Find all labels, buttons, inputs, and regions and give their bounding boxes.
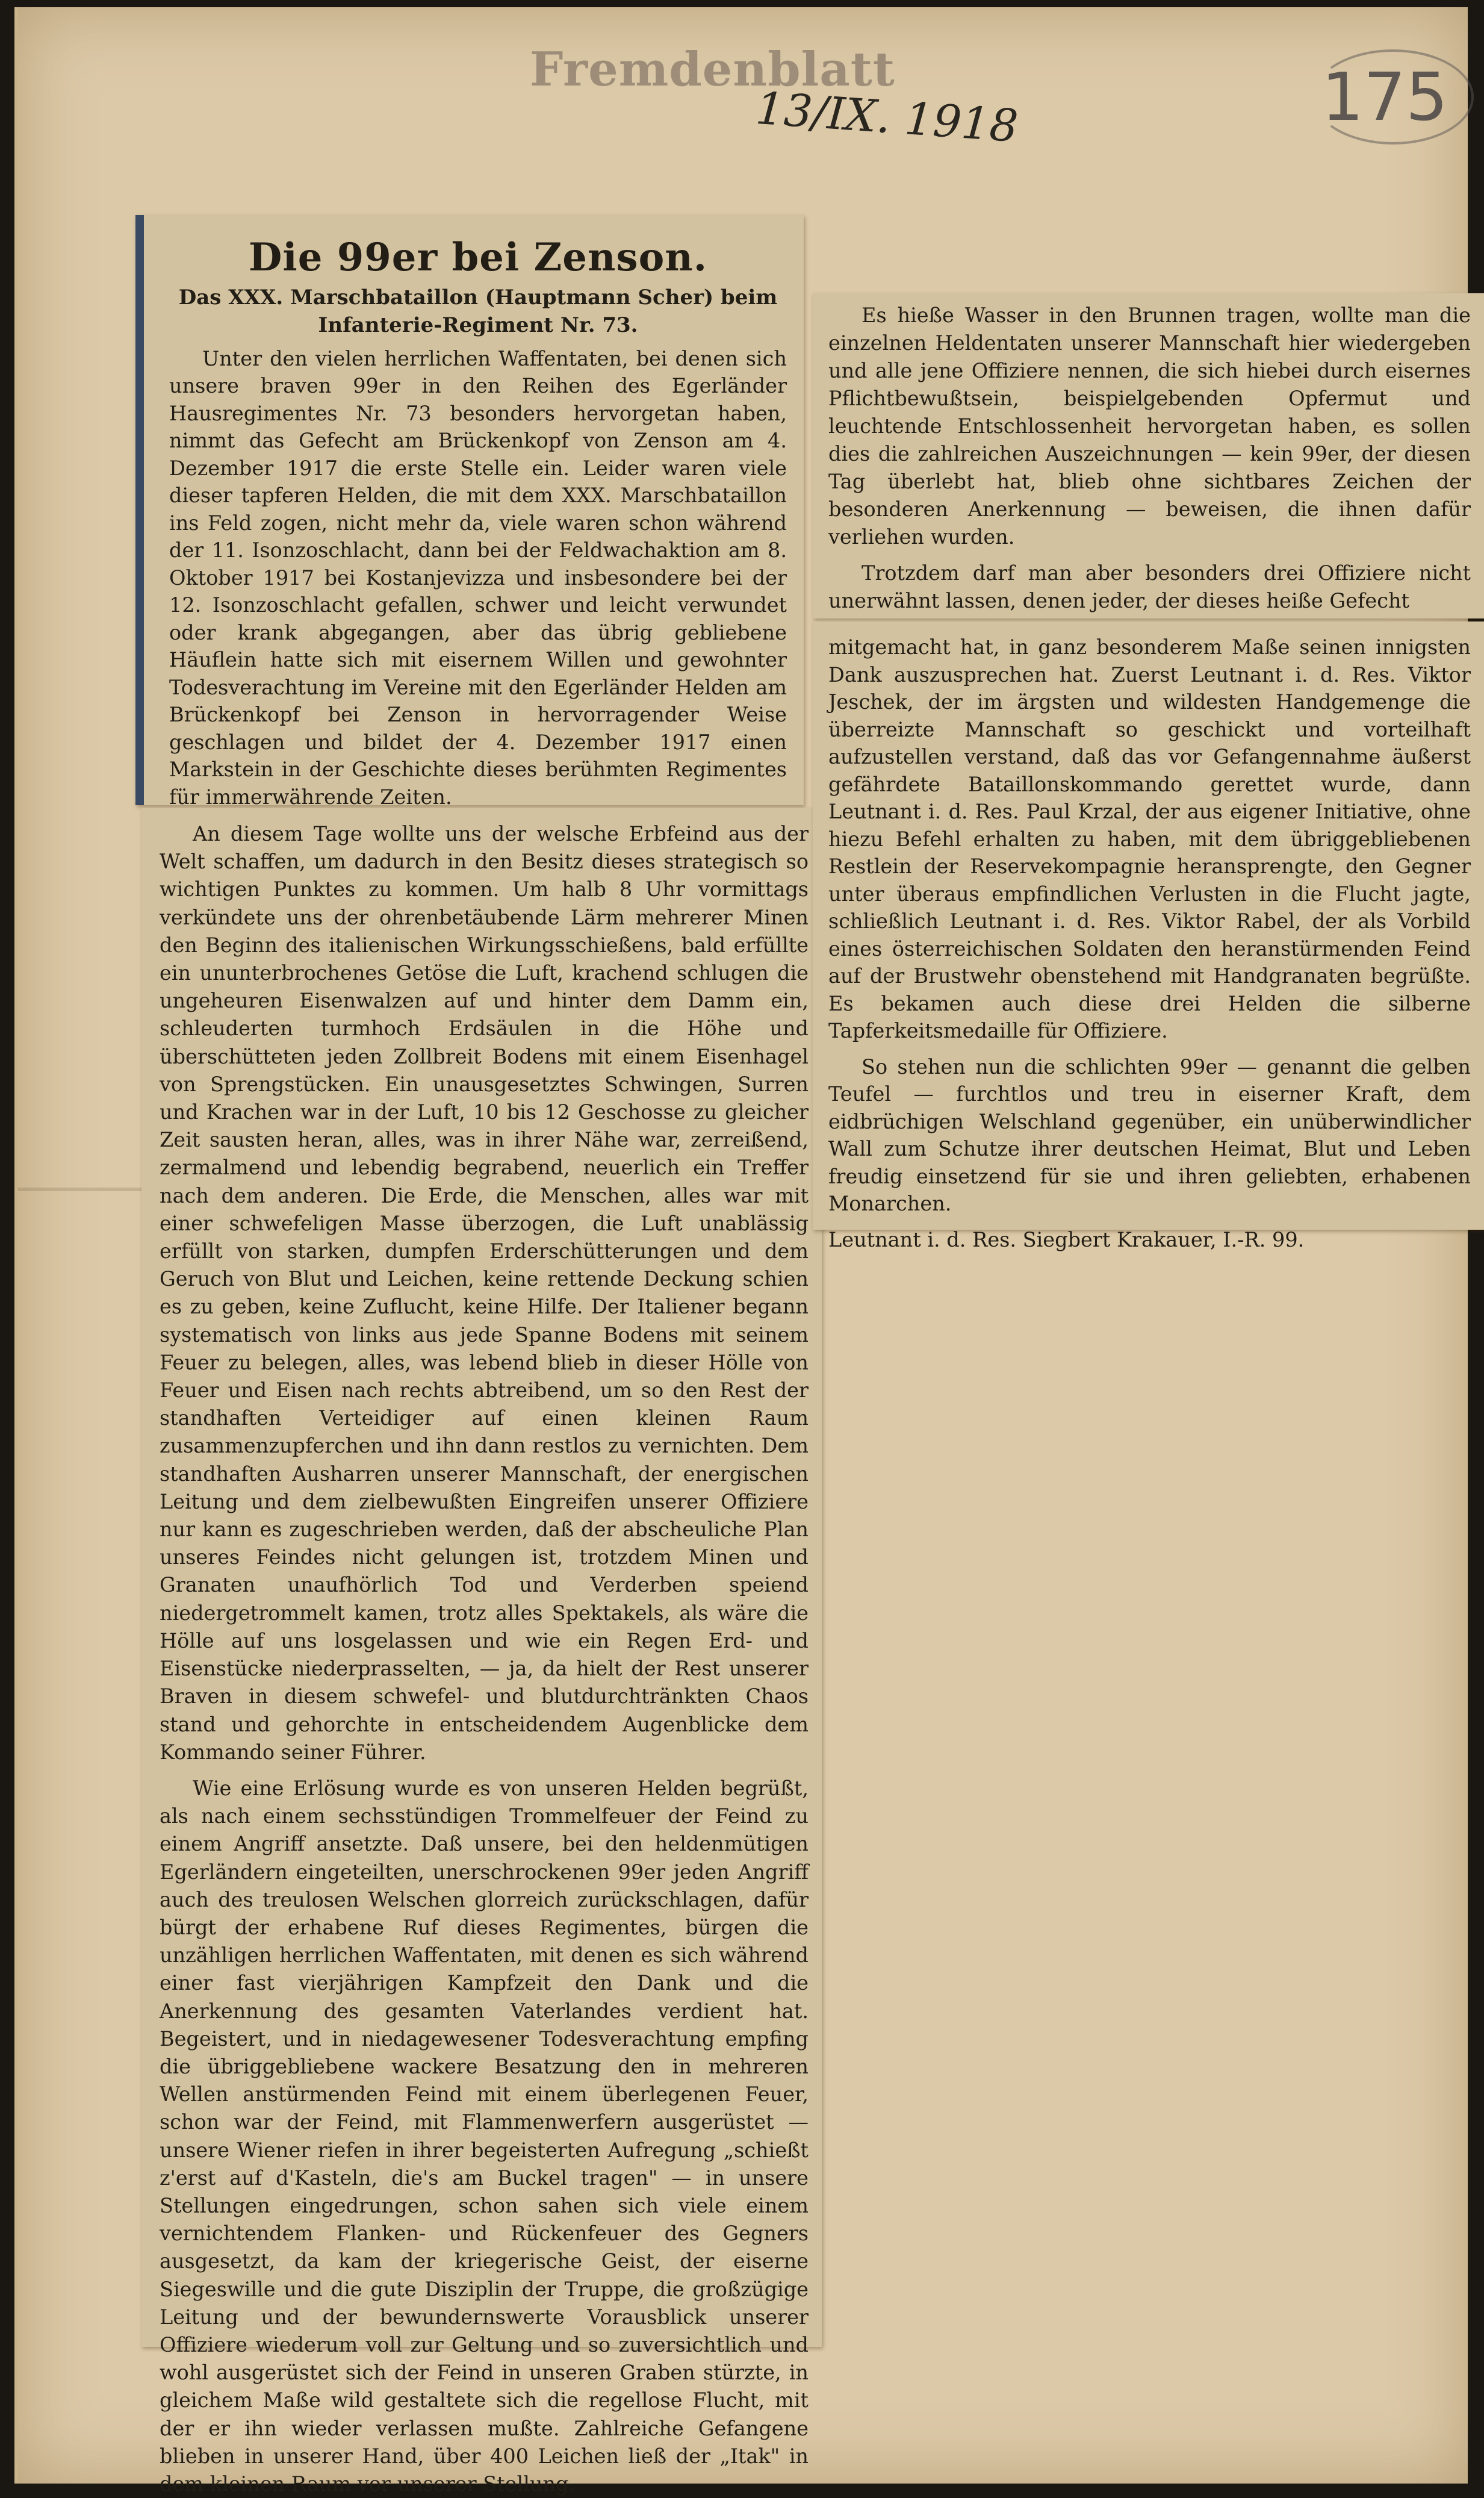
article-paragraph: Wie eine Erlösung wurde es von unseren Helden begrüßt, als nach einem sechsstündigen Trommelfeuer der Feind zu einem Angriff ansetzte. Daß unsere, bei den heldenmütigen Egerländern eingeteilten, unerschrockenen 99er jeden Angriff auch des treulosen Welschen glorreich zurückschlagen, dafür bürgt der erhabene Ruf dieses Regimentes, bürgen die unzähligen herrlichen Waffentaten, mit denen es sich während einer fast vierjährigen Kampfzeit den Dank und die Anerkennung des gesamten Vaterlandes verdient hat. Begeistert, und in niedagewesener Todesverachtung empfing die übriggebliebene wackere Besatzung den in mehreren Wellen anstürmenden Feind mit einem überlegenen Feuer, schon war der Feind, mit Flammenwerfern ausgerüstet — unsere Wiener riefen in ihrer begeisterten Aufregung „schießt z'erst auf d'Kasteln, die's am Buckel tragen" — in unsere Stellungen eingedrungen, schon sahen sich viele einem vernichtendem Flanken- und Rückenfeuer des Gegners ausgesetzt, da kam der kriegerische Geist, der eiserne Siegeswille und die gute Disziplin der Truppe, die großzügige Leitung und der bewundernswerte Vorausblick unserer Offiziere wiederum voll zur Geltung und so zuversichtlich und wohl ausgerüstet sich der Feind in unseren Graben stürzte, in gleichem Maße wild gestaltete sich die regellose Flucht, mit der er ihn wieder verlassen mußte. Zahlreiche Gefangene blieben in unserer Hand, über 400 Leichen ließ der „Itak" in dem kleinen Raum vor unserer Stellung. <box>160 1776 809 2496</box>
clipping-right-bottom <box>813 621 1484 1251</box>
article-paragraph: Trotzdem darf man aber besonders drei Offiziere nicht unerwähnt lassen, denen jeder, der dieses heiße Gefecht <box>828 561 1471 612</box>
article-title: Die 99er bei Zenson. <box>248 235 708 280</box>
handwritten-date: 13/IX. 1918 <box>754 82 1020 153</box>
article-paragraph: mitgemacht hat, in ganz besonderem Maße seinen innigsten Dank auszusprechen hat. Zuerst Leutnant i. d. Res. Viktor Jeschek, der im ärgsten und wildesten Handgemenge die überreizte Mannschaft so geschickt und vorteilhaft aufzustellen verstand, daß das vor Gefangennahme äußerst gefährdete Bataillonskommando gerettet wurde, dann Leutnant i. d. Res. Paul Krzal, der aus eigener Initiative, ohne hiezu Befehl erhalten zu haben, mit dem übriggebliebenen Restlein der Reservekompagnie heransprengte, den Gegner unter überaus empfindlichen Verlusten in die Flucht jagte, schließlich Leutnant i. d. Res. Viktor Rabel, der als Vorbild eines österreichischen Soldaten den heranstürmenden Feind auf der Brustwehr obenstehend mit Handgranaten begrüßte. Es bekamen auch diese drei Helden die silberne Tapferkeitsmedaille für Offiziere. <box>828 635 1471 1042</box>
article-paragraph: Unter den vielen herrlichen Waffentaten, bei denen sich unsere braven 99er in den Reihen des Egerländer Hausregimentes Nr. 73 besonders hervorgetan haben, nimmt das Gefecht am Brückenkopf von Zenson am 4. Dezember 1917 die erste Stelle ein. Leider waren viele dieser tapferen Helden, die mit dem XXX. Marschbataillon ins Feld zogen, nicht mehr da, viele waren schon während der 11. Isonzoschlacht, dann bei der Feldwachaktion am 8. Oktober 1917 bei Kostanjevizza und insbesondere bei der 12. Isonzoschlacht gefallen, schwer und leicht verwundet oder krank abgegangen, aber das übrig gebliebene Häuflein hatte sich mit eisernem Willen und gewohnter Todesverachtung im Vereine mit den Egerländer Helden am Brückenkopf bei Zenson in hervorragender Weise geschlagen und bildet der 4. Dezember 1917 einen Markstein in der Geschichte dieses berühmten Regimentes für immerwährende Zeiten. <box>169 346 787 809</box>
clipping-left-column <box>141 808 822 2496</box>
archive-number: 175 <box>1321 58 1448 135</box>
article-paragraph: So stehen nun die schlichten 99er — genannt die gelben Teufel — furchtlos und treu in eiserner Kraft, dem eidbrüchigen Welschland gegenüber, ein unüberwindlicher Wall zum Schutze ihrer deutschen Heimat, Blut und Leben freudig einsetzend für sie und ihren geliebten, erhabenen Monarchen. <box>828 1054 1471 1215</box>
clipping-headline <box>135 215 804 809</box>
article-paragraph: Es hieße Wasser in den Brunnen tragen, wollte man die einzelnen Heldentaten unserer Mannschaft hier wiedergeben und alle jene Offiziere nennen, die sich hiebei durch eisernes Pflichtbewußtsein, beispielgebenden Opfermut und leuchtende Entschlossenheit hervorgetan haben, es sollen dies die zahlreichen Auszeichnungen — kein 99er, der diesen Tag überlebt hat, blieb ohne sichtbares Zeichen der besonderen Anerkennung — beweisen, die ihnen dafür verliehen wurden. <box>828 304 1471 549</box>
article-subtitle: Das XXX. Marschbataillon (Hauptmann Scher) beim Infanterie-Regiment Nr. 73. <box>178 285 778 337</box>
clipping-right-top <box>813 293 1484 618</box>
article-paragraph: An diesem Tage wollte uns der welsche Erbfeind aus der Welt schaffen, um dadurch in den Besitz dieses strategisch so wichtigen Punktes zu kommen. Um halb 8 Uhr vormittags verkündete uns der ohrenbetäubende Lärm mehrerer Minen den Beginn des italienischen Wirkungsschießens, bald erfüllte ein ununterbrochenes Getöse die Luft, krachend schlugen die ungeheuren Eisenwalzen auf und hinter dem Damm ein, schleuderten turmhoch Erdsäulen in die Höhe und überschütteten jeden Zollbreit Bodens mit einem Eisenhagel von Sprengstücken. Ein unausgesetztes Schwingen, Surren und Krachen war in der Luft, 10 bis 12 Geschosse zu gleicher Zeit sausten heran, alles, was in ihrer Nähe war, zerreißend, zermalmend und lebendig begrabend, neuerlich ein Treffer nach dem anderen. Die Erde, die Menschen, alles war mit einer schwefeligen Masse überzogen, die Luft unablässig erfüllt von starken, dumpfen Erderschütterungen und dem Geruch von Blut und Leichen, keine rettende Deckung schien es zu geben, keine Zuflucht, keine Hilfe. Der Italiener begann systematisch von links aus jede Spanne Bodens mit seinem Feuer zu belegen, alles, was lebend blieb in dieser Hölle von Feuer und Eisen nach rechts abtreibend, um so den Rest der standhaften Verteidiger auf einen kleinen Raum zusammenzupferchen und ihn dann restlos zu vernichten. Dem standhaften Ausharren unserer Mannschaft, der energischen Leitung und dem zielbewußten Eingreifen unserer Offiziere nur kann es zugeschrieben werden, daß der abscheuliche Plan unseres Feindes nicht gelungen ist, trotzdem Minen und Granaten unaufhörlich Tod und Verderben speiend niedergetrommelt kamen, trotz alles Spektakels, als wäre die Hölle auf uns losgelassen und wie ein Regen Erd- und Eisenstücke niederprasselten, — ja, da hielt der Rest unserer Braven in diesem schwefel- und blutdurchtränkten Chaos stand und gehorchte in entscheidendem Augenblicke dem Kommando seiner Führer. <box>160 822 809 1764</box>
newspaper-stamp: Fremdenblatt <box>530 42 895 97</box>
author-signature: Leutnant i. d. Res. Siegbert Krakauer, I.-R. 99. <box>828 1227 1305 1251</box>
archive-sheet <box>14 7 1471 2496</box>
